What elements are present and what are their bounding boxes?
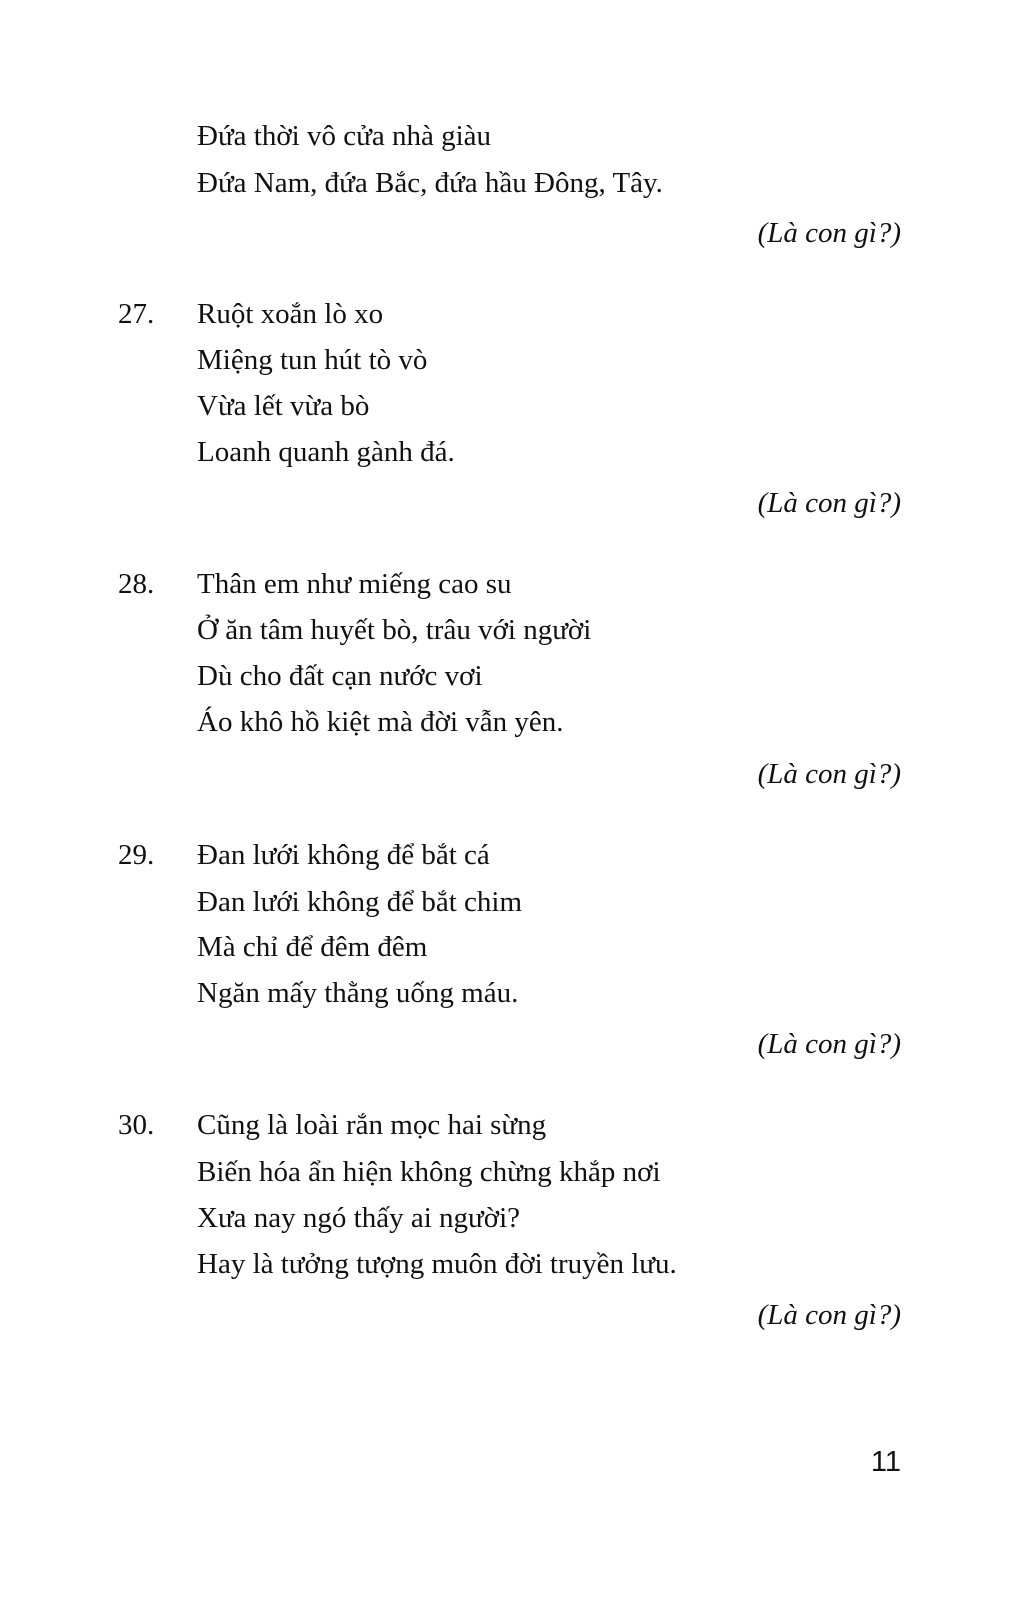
riddle-line: Mà chỉ để đêm đêm [197,931,428,963]
riddle-number: 27. [118,298,155,330]
riddle-number: 30. [118,1109,155,1141]
riddle-answer: (Là con gì?) [757,487,901,519]
riddle-line: Miệng tun hút tò vò [197,344,428,376]
riddle-answer: (Là con gì?) [757,1028,901,1060]
riddle-line: Đan lưới không để bắt chim [197,886,523,918]
riddle-line: Đan lưới không để bắt cá [197,839,490,871]
riddle-number: 29. [118,839,155,871]
riddle-line: Vừa lết vừa bò [197,390,370,422]
riddle-line: Áo khô hồ kiệt mà đời vẫn yên. [197,706,564,738]
riddle-number: 28. [118,568,155,600]
riddle-line: Ruột xoắn lò xo [197,298,384,330]
riddle-line: Loanh quanh gành đá. [197,436,455,468]
riddle-line: Ngăn mấy thằng uống máu. [197,977,519,1009]
intro-line: Đứa thời vô cửa nhà giàu [197,120,491,152]
riddle-answer: (Là con gì?) [757,1299,901,1331]
page-number: 11 [870,1446,901,1478]
riddle-line: Thân em như miếng cao su [197,568,512,600]
riddle-answer: (Là con gì?) [757,758,901,790]
intro-answer: (Là con gì?) [757,217,901,249]
riddle-line: Dù cho đất cạn nước vơi [197,660,483,692]
riddle-line: Hay là tưởng tượng muôn đời truyền lưu. [197,1248,677,1280]
riddle-line: Cũng là loài rắn mọc hai sừng [197,1109,547,1141]
riddle-line: Biến hóa ẩn hiện không chừng khắp nơi [197,1156,661,1188]
intro-line: Đứa Nam, đứa Bắc, đứa hầu Đông, Tây. [197,167,663,199]
riddle-line: Xưa nay ngó thấy ai người? [197,1202,520,1234]
riddle-line: Ở ăn tâm huyết bò, trâu với người [197,614,592,646]
